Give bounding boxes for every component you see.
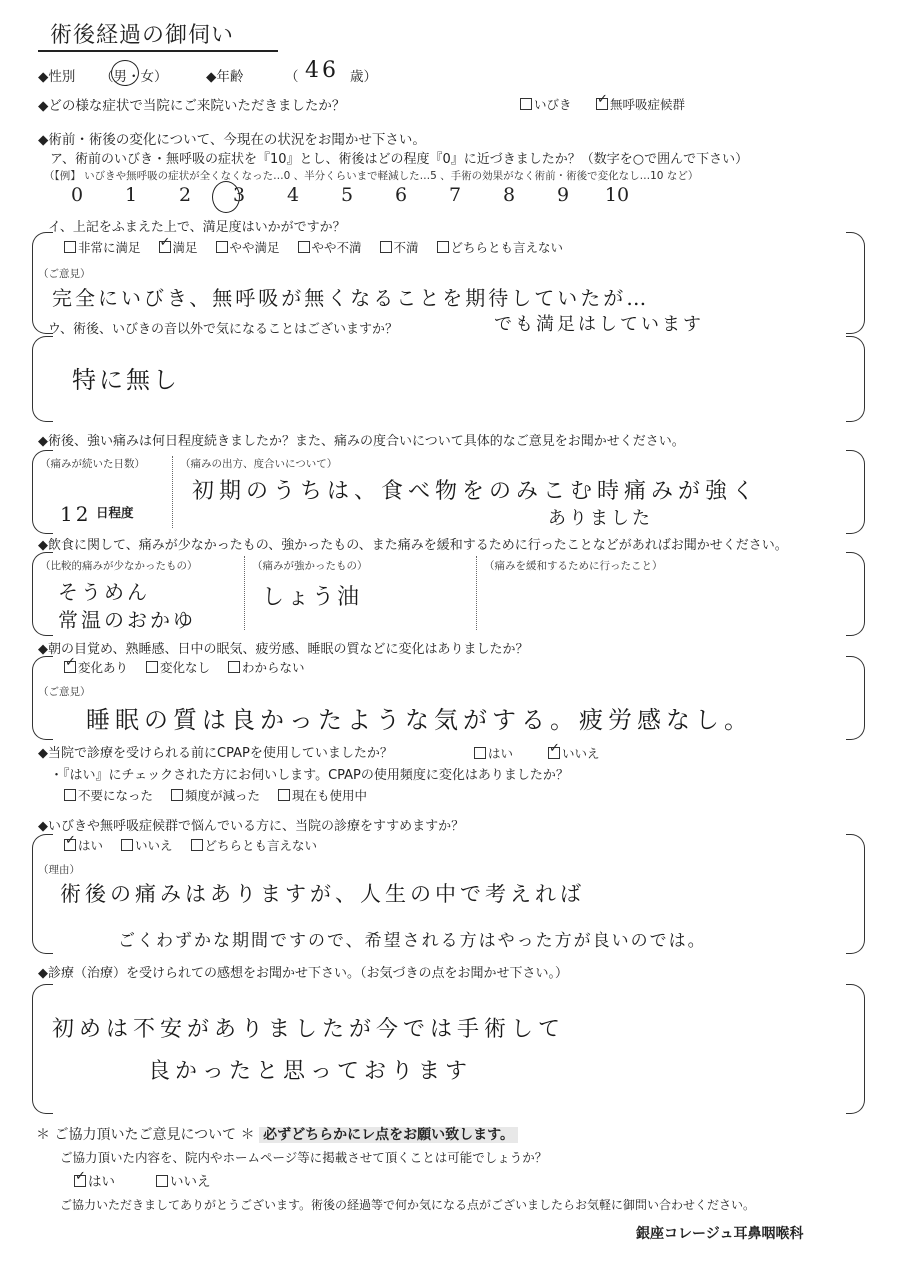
other-concern-question: ウ、術後、いびきの音以外で気になることはございますか？ bbox=[48, 322, 398, 337]
opt-somewhat-dissatisfied-checkbox[interactable] bbox=[298, 241, 310, 253]
clinic-name: 銀座コレージュ耳鼻咽喉科 bbox=[636, 1226, 804, 1242]
consent-no[interactable]: いいえ bbox=[156, 1170, 211, 1190]
change-question: ◆術前・術後の変化について、今現在の状況をお聞かせ下さい。 bbox=[38, 132, 426, 148]
cpap-still-using-checkbox[interactable] bbox=[278, 789, 290, 801]
opt-somewhat-satisfied-checkbox[interactable] bbox=[216, 241, 228, 253]
food-col2-handwriting: しょう油 bbox=[262, 585, 363, 610]
food-col1-handwriting-2: 常温のおかゆ bbox=[58, 608, 196, 632]
apnea-checkbox[interactable] bbox=[596, 98, 608, 110]
footer-thanks: ご協力いただきましてありがとうございます。術後の経過等で何か気になる点がございましたらお気軽に御問い合わせください。 bbox=[60, 1198, 756, 1212]
recommend-handwriting-1: 術後の痛みはありますが、人生の中で考えれば bbox=[60, 882, 585, 906]
symptom-opt-snoring[interactable]: いびき bbox=[520, 95, 572, 113]
recommend-question: ◆いびきや無呼吸症候群で悩んでいる方に、当院の診療をすすめますか？ bbox=[38, 819, 465, 834]
opinion-handwriting-1: 完全にいびき、無呼吸が無くなることを期待していたが… bbox=[52, 286, 650, 310]
impression-box-left bbox=[32, 984, 53, 1114]
recommend-neither-checkbox[interactable] bbox=[191, 839, 203, 851]
sex-male-circle bbox=[111, 60, 139, 86]
sleep-unchanged-checkbox[interactable] bbox=[146, 661, 158, 673]
food-question: ◆飲食に関して、痛みが少なかったもの、強かったもの、また痛みを緩和するために行ったことなどがあればお聞かせください。 bbox=[38, 538, 788, 553]
satisfaction-question: イ、上記をふまえた上で、満足度はいかがですか？ bbox=[48, 220, 346, 235]
recommend-options: ✓はい いいえ どちらとも言えない bbox=[64, 836, 331, 854]
consent-heading-required: 必ずどちらかにレ点をお願い致します。 bbox=[259, 1127, 518, 1143]
impression-box-right bbox=[846, 984, 865, 1114]
satisfaction-options: 非常に満足 ✓ 満足 やや満足 やや不満 不満 どちらとも言えない bbox=[64, 238, 577, 256]
opt-very-satisfied-checkbox[interactable] bbox=[64, 241, 76, 253]
sleep-opinion-label: （ご意見） bbox=[38, 686, 91, 698]
opinion-label: （ご意見） bbox=[38, 268, 91, 280]
pain-detail-label: （痛みの出方、度合いについて） bbox=[180, 458, 338, 470]
pain-days-value: 12 bbox=[60, 502, 92, 526]
food-box-right bbox=[846, 552, 865, 636]
snoring-checkbox[interactable] bbox=[520, 98, 532, 110]
recommend-no-checkbox[interactable] bbox=[121, 839, 133, 851]
pain-days-unit: 日程度 bbox=[96, 505, 134, 520]
food-col1-label: （比較的痛みが少なかったもの） bbox=[40, 560, 198, 572]
title-underline bbox=[38, 50, 278, 52]
consent-heading bbox=[36, 1124, 518, 1144]
opt-neither-checkbox[interactable] bbox=[437, 241, 449, 253]
symptom-opt-apnea[interactable]: ✓ 無呼吸症候群 bbox=[596, 95, 685, 113]
cpap-sub-options: 不要になった 頻度が減った 現在も使用中 bbox=[64, 786, 381, 804]
food-col2-label: （痛みが強かったもの） bbox=[252, 560, 368, 572]
page-title: 術後経過の御伺い bbox=[50, 23, 235, 48]
scale-0[interactable]: 0 bbox=[70, 184, 84, 206]
opinion-box-right bbox=[846, 232, 865, 334]
age-open: （ bbox=[285, 69, 299, 85]
scale-1[interactable]: 1 bbox=[124, 184, 138, 206]
symptom-question: ◆どの様な症状で当院にご来院いただきましたか？ bbox=[38, 98, 346, 114]
sleep-handwriting: 睡眠の質は良かったような気がする。疲労感なし。 bbox=[86, 706, 753, 734]
cpap-no[interactable]: ✓ いいえ bbox=[548, 744, 600, 762]
scale-6[interactable]: 6 bbox=[394, 184, 408, 206]
impression-handwriting-2: 良かったと思っております bbox=[148, 1059, 473, 1084]
scale-4[interactable]: 4 bbox=[286, 184, 300, 206]
sleep-box-right bbox=[846, 656, 865, 740]
cpap-sub-question: ・『はい』にチェックされた方にお伺いします。CPAPの使用頻度に変化はありましたか？ bbox=[50, 768, 569, 783]
recommend-yes-checkbox[interactable] bbox=[64, 839, 76, 851]
age-value: 46 bbox=[305, 58, 339, 83]
consent-yes-checkbox[interactable] bbox=[74, 1175, 86, 1187]
recommend-box-left bbox=[32, 834, 53, 954]
cpap-reduced-checkbox[interactable] bbox=[171, 789, 183, 801]
concern-handwriting: 特に無し bbox=[72, 366, 180, 394]
age-label: ◆年齢 bbox=[206, 69, 244, 85]
consent-question: ご協力頂いた内容を、院内やホームページ等に掲載させて頂くことは可能でしょうか？ bbox=[60, 1150, 548, 1165]
change-example: （【例】 いびきや無呼吸の症状が全くなくなった…0 、半分くらいまで軽減した…5 、手術の効果がなく術前・術後で変化なし…10 など） bbox=[44, 170, 699, 182]
consent-yes[interactable]: ✓はい bbox=[74, 1170, 115, 1190]
cpap-yes-checkbox[interactable] bbox=[474, 747, 486, 759]
scale-row bbox=[50, 184, 644, 206]
impression-handwriting-1: 初めは不安がありましたが今では手術して bbox=[52, 1017, 566, 1042]
consent-heading-left: ＊ ご協力頂いたご意見について ＊ bbox=[36, 1127, 255, 1143]
pain-question: ◆術後、強い痛みは何日程度続きましたか？また、痛みの度合いについて具体的なご意見をお聞かせください。 bbox=[38, 434, 685, 449]
sex-label: ◆性別 bbox=[38, 69, 76, 85]
sleep-changed-checkbox[interactable] bbox=[64, 661, 76, 673]
scale-8[interactable]: 8 bbox=[502, 184, 516, 206]
pain-detail-handwriting-1: 初期のうちは、食べ物をのみこむ時痛みが強く bbox=[192, 479, 760, 504]
scale-2[interactable]: 2 bbox=[178, 184, 192, 206]
opt-satisfied-checkbox[interactable] bbox=[159, 241, 171, 253]
concern-box-left bbox=[32, 336, 53, 422]
opt-dissatisfied-checkbox[interactable] bbox=[380, 241, 392, 253]
sex-options: （男・女） bbox=[100, 69, 168, 85]
scale-selected-circle bbox=[212, 181, 240, 213]
cpap-unneeded-checkbox[interactable] bbox=[64, 789, 76, 801]
food-col3-label: （痛みを緩和するために行ったこと） bbox=[484, 560, 663, 572]
pain-box-right bbox=[846, 450, 865, 534]
food-divider-1 bbox=[244, 556, 245, 630]
sleep-options: ✓変化あり 変化なし わからない bbox=[64, 658, 319, 676]
scale-10[interactable]: 10 bbox=[604, 184, 630, 206]
food-col1-handwriting-1: そうめん bbox=[58, 580, 150, 604]
recommend-handwriting-2: ごくわずかな期間ですので、希望される方はやった方が良いのでは。 bbox=[118, 931, 707, 951]
scale-7[interactable]: 7 bbox=[448, 184, 462, 206]
food-divider-2 bbox=[476, 556, 477, 630]
recommend-reason-label: （理由） bbox=[38, 864, 80, 876]
cpap-yes[interactable]: はい bbox=[474, 744, 513, 762]
scale-5[interactable]: 5 bbox=[340, 184, 354, 206]
pain-detail-handwriting-2: ありました bbox=[548, 508, 653, 529]
concern-box-right bbox=[846, 336, 865, 422]
opinion-handwriting-2: でも満足はしています bbox=[494, 314, 704, 335]
cpap-question: ◆当院で診療を受けられる前にCPAPを使用していましたか？ bbox=[38, 746, 393, 761]
consent-no-checkbox[interactable] bbox=[156, 1175, 168, 1187]
sleep-unknown-checkbox[interactable] bbox=[228, 661, 240, 673]
recommend-box-right bbox=[846, 834, 865, 954]
scale-9[interactable]: 9 bbox=[556, 184, 570, 206]
sleep-question: ◆朝の目覚め、熟睡感、日中の眠気、疲労感、睡眠の質などに変化はありましたか？ bbox=[38, 642, 529, 657]
pain-divider bbox=[172, 456, 173, 528]
change-a: ア、術前のいびき・無呼吸の症状を『10』とし、術後はどの程度『0』に近づきましたか？（数字を○で囲んで下さい） bbox=[50, 152, 749, 167]
scale-3[interactable]: 3 bbox=[232, 184, 246, 206]
age-unit: 歳） bbox=[350, 69, 377, 85]
cpap-no-checkbox[interactable] bbox=[548, 747, 560, 759]
impression-question: ◆診療（治療）を受けられての感想をお聞かせ下さい。（お気づきの点をお聞かせ下さい。） bbox=[38, 966, 568, 981]
pain-days-label: （痛みが続いた日数） bbox=[40, 458, 145, 470]
